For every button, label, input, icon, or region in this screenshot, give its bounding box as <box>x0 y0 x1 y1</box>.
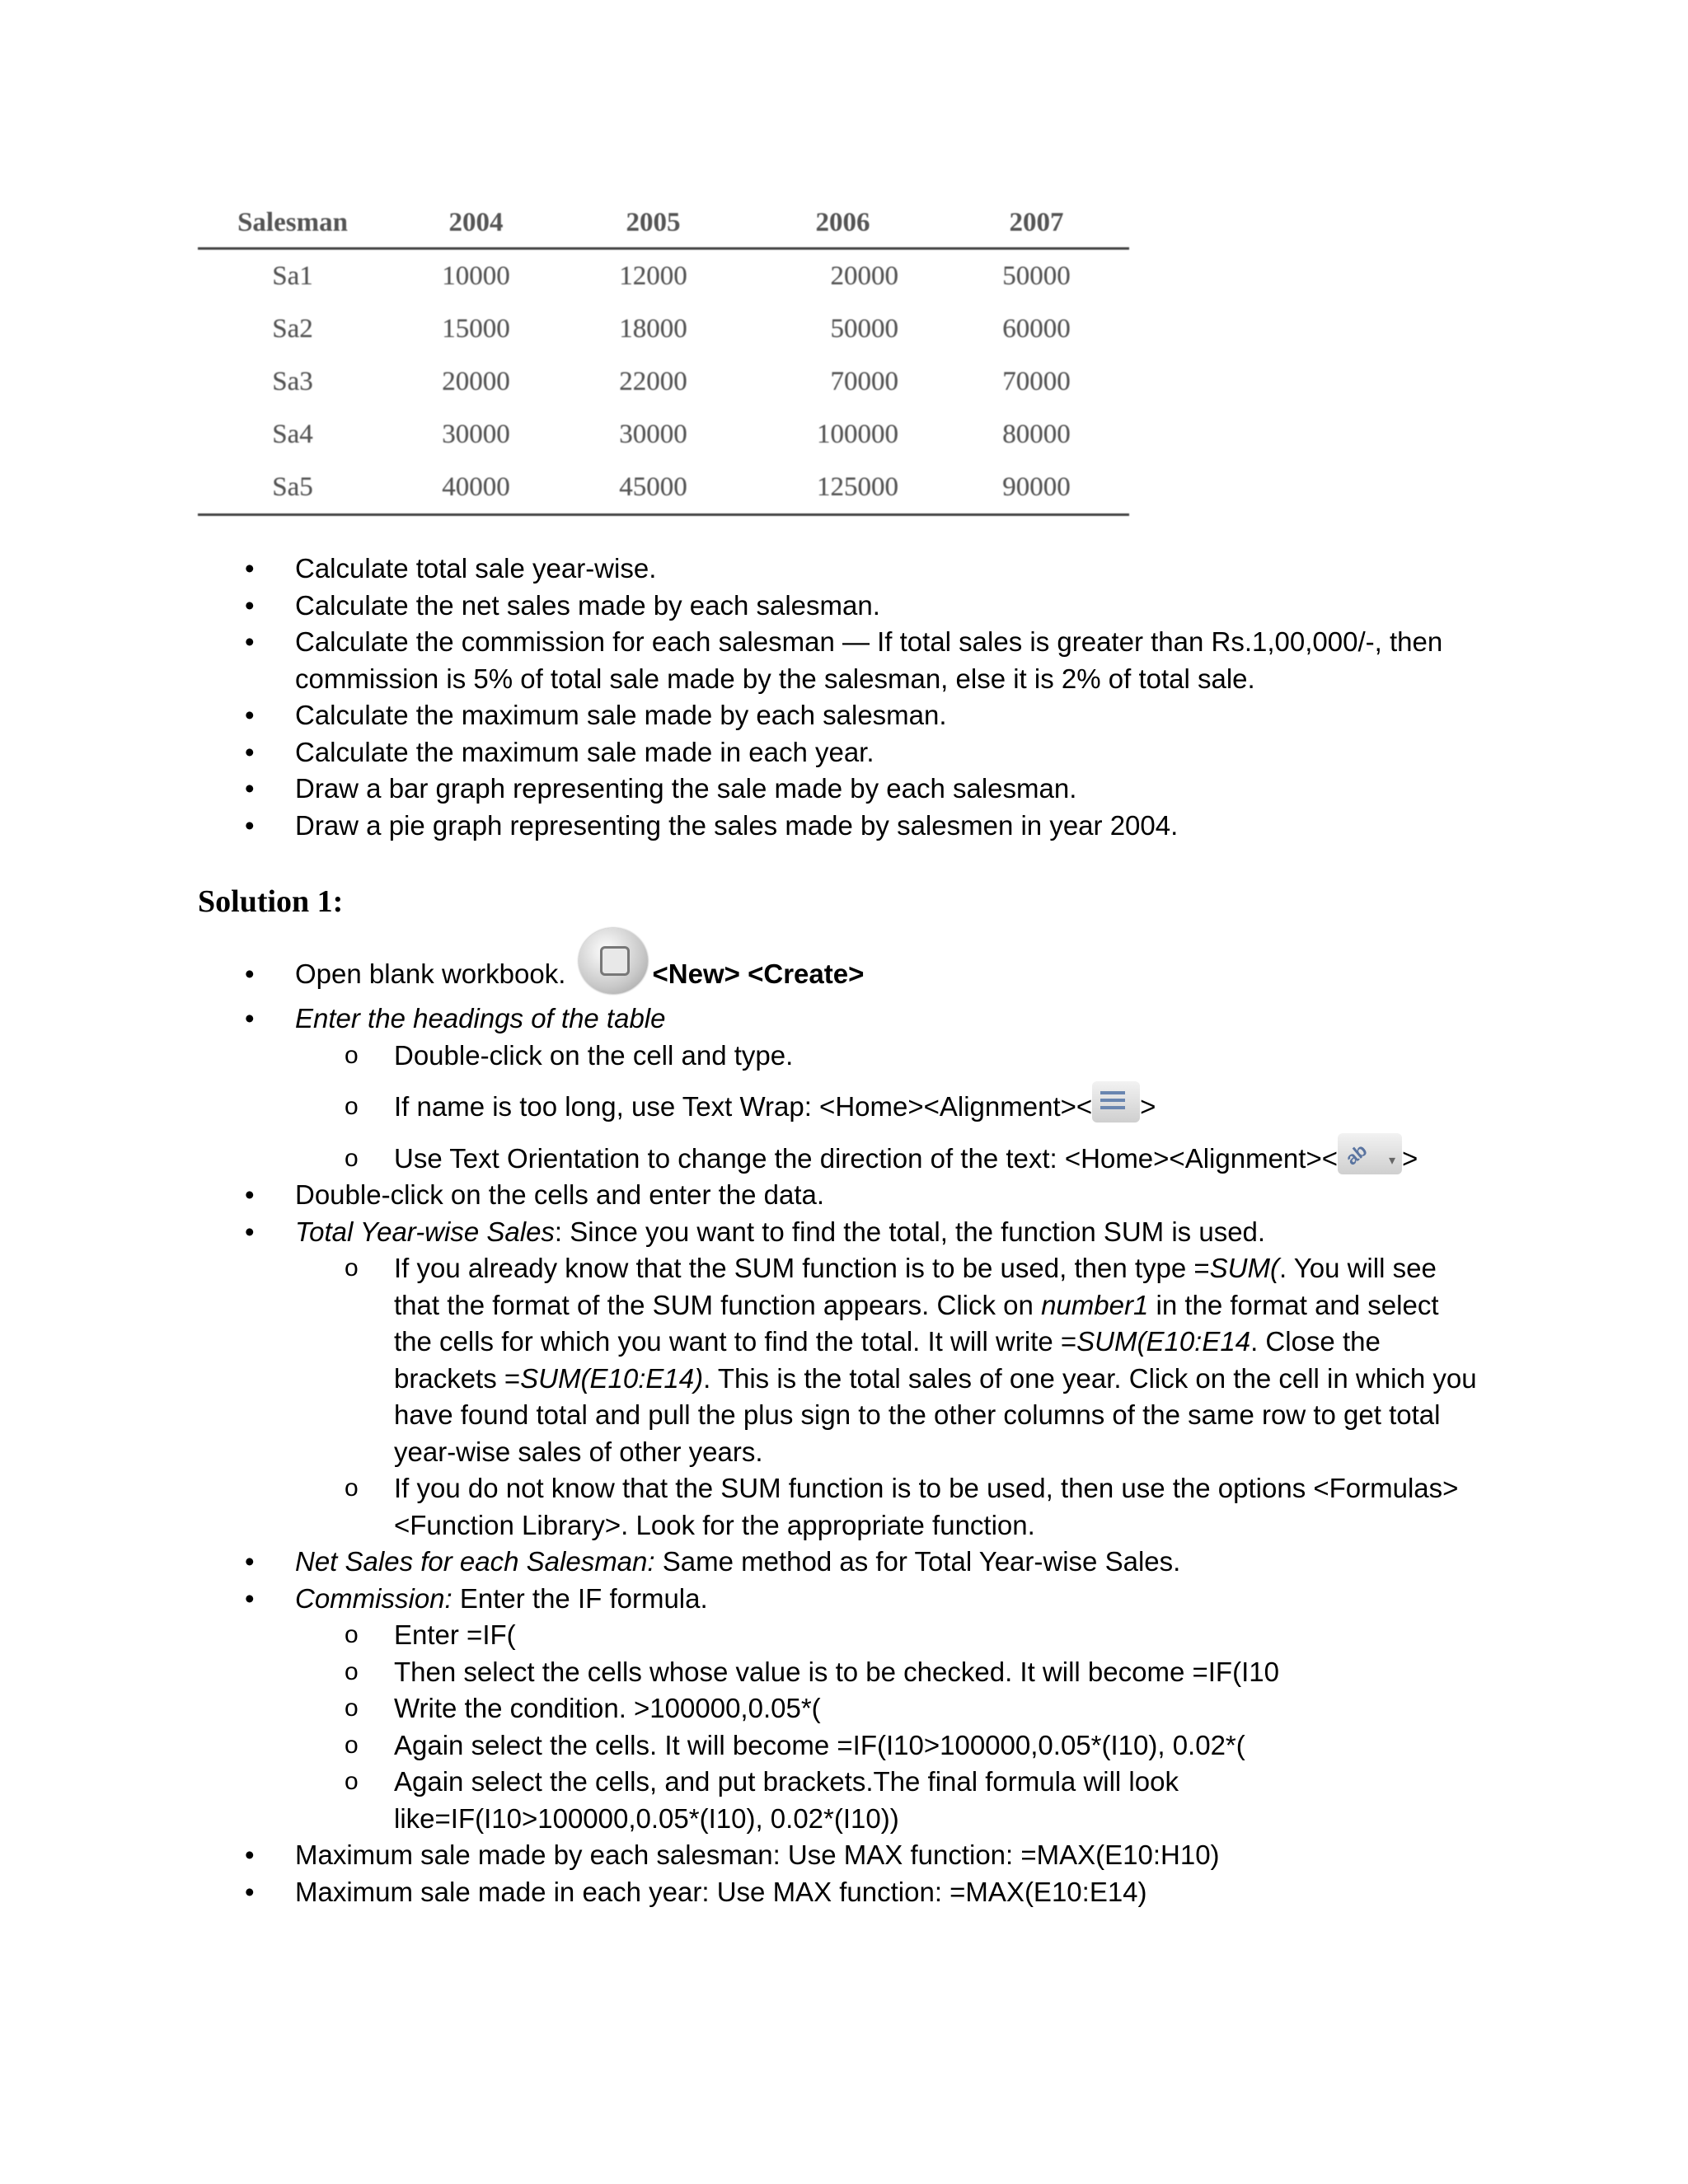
sum-text-2: . You will see that the format of the SUM function appears. Click on <box>394 1253 1437 1320</box>
list-item <box>0 1544 1688 1581</box>
list-item <box>0 1581 1688 1838</box>
commission-label: Commission: <box>295 1582 452 1614</box>
table-row <box>198 249 1129 303</box>
commission-text: Enter the IF formula. <box>452 1582 708 1614</box>
list-item: • Calculate the commission for each salesman — If total sales is greater than Rs.1,00,000/-, then commission is 5% of total sale made by the salesman, else it is 2% of total sale. <box>0 624 1688 697</box>
table-cell: Sa5 <box>198 461 387 515</box>
text-orientation-icon <box>1338 1133 1402 1174</box>
list-item: • Calculate total sale year-wise. <box>0 551 1688 588</box>
sub-list-item <box>295 1141 1482 1178</box>
sub-list <box>295 1038 1482 1178</box>
list-item <box>0 1001 1688 1177</box>
list-item: • Calculate the net sales made by each salesman. <box>0 588 1688 625</box>
sub-list-item: o Again select the cells. It will become =IF(I10>100000,0.05*(I10), 0.02*( <box>295 1727 1482 1765</box>
table-cell: 50000 <box>1002 260 1071 291</box>
new-create-command: <New> <Create> <box>652 958 865 989</box>
list-item: • Draw a pie graph representing the sales made by salesmen in year 2004. <box>0 808 1688 845</box>
sum-formula-2: number1 <box>1041 1289 1149 1320</box>
table-cell: 60000 <box>1002 313 1071 344</box>
sales-table <box>198 198 1129 516</box>
table-cell: 10000 <box>442 260 510 291</box>
sub-list <box>295 1250 1482 1544</box>
table-cell: 12000 <box>619 260 687 291</box>
table-cell: Sa4 <box>272 419 313 449</box>
list-item <box>0 1214 1688 1544</box>
wrap-text-icon <box>1092 1081 1140 1122</box>
table-cell: 22000 <box>619 366 687 396</box>
table-cell: 80000 <box>1002 419 1071 449</box>
open-workbook-text: Open blank workbook. <box>295 958 566 989</box>
list-item: • Maximum sale made in each year: Use MAX function: =MAX(E10:E14) <box>0 1874 1688 1911</box>
text-orientation-close: > <box>1402 1142 1418 1174</box>
list-item: • Calculate the maximum sale made in each year. <box>0 734 1688 771</box>
office-button-icon <box>579 928 648 994</box>
sub-list-item <box>295 1089 1482 1126</box>
table-cell: 18000 <box>619 313 687 344</box>
table-cell: 70000 <box>830 366 898 396</box>
sub-list-item: o If you do not know that the SUM function is to be used, then use the options <Formulas> <Function Library>. Look for the appropriate function. <box>295 1470 1482 1544</box>
net-text: Same method as for Total Year-wise Sales. <box>654 1546 1181 1577</box>
table-header-row <box>198 198 1129 249</box>
table-cell: 50000 <box>830 313 898 344</box>
solution-list <box>0 956 1688 1910</box>
table-cell: 15000 <box>442 313 510 344</box>
sum-text-5: . This is the total sales of one year. Click on the cell in which you have found total and pull the plus sign to the other columns of the same row to get total year-wise sales of other years. <box>394 1362 1477 1467</box>
text-wrap-instruction: If name is too long, use Text Wrap: <Home><Alignment>< <box>394 1091 1093 1122</box>
sub-list-item: o Double-click on the cell and type. <box>295 1038 1482 1075</box>
table-cell: Sa1 <box>272 260 313 291</box>
header-2007: 2007 <box>944 198 1129 249</box>
sub-list-item: o Write the condition. >100000,0.05*( <box>295 1690 1482 1727</box>
header-2005: 2005 <box>565 198 742 249</box>
table-cell: 20000 <box>830 260 898 291</box>
table-row <box>198 355 1129 408</box>
sum-text-1: If you already know that the SUM function is to be used, then type = <box>394 1253 1210 1284</box>
table-cell: 30000 <box>442 419 510 449</box>
list-item: • Draw a bar graph representing the sale made by each salesman. <box>0 771 1688 808</box>
table-cell: 30000 <box>619 419 687 449</box>
sub-list-item: o Then select the cells whose value is to be checked. It will become =IF(I10 <box>295 1654 1482 1691</box>
table-cell: Sa2 <box>272 313 313 344</box>
table-cell: Sa3 <box>272 366 313 396</box>
total-text: : Since you want to find the total, the function SUM is used. <box>554 1216 1266 1247</box>
table-cell: 40000 <box>387 461 565 515</box>
list-item <box>0 956 1688 994</box>
solution-heading: Solution 1: <box>198 884 344 919</box>
table-cell: 45000 <box>565 461 742 515</box>
list-item: • Calculate the maximum sale made by each salesman. <box>0 697 1688 734</box>
total-label: Total Year-wise Sales <box>295 1216 555 1247</box>
sub-list-item <box>295 1250 1482 1470</box>
table-cell: 90000 <box>944 461 1129 515</box>
headings-text: Enter the headings of the table <box>295 1003 666 1034</box>
sum-formula-3: SUM(E10:E14 <box>1076 1326 1251 1357</box>
table-row <box>198 408 1129 461</box>
sub-list-item: o Again select the cells, and put brackets.The final formula will look like=IF(I10>100000,0.05*(I10), 0.02*(I10)) <box>295 1764 1482 1837</box>
sum-formula-1: SUM( <box>1209 1253 1279 1284</box>
text-wrap-close: > <box>1140 1091 1156 1122</box>
sum-formula-4: SUM(E10:E14) <box>520 1362 704 1394</box>
table-cell: 100000 <box>817 419 898 449</box>
sub-list-item: o Enter =IF( <box>295 1617 1482 1654</box>
table-cell: 70000 <box>1002 366 1071 396</box>
text-orientation-instruction: Use Text Orientation to change the direction of the text: <Home><Alignment>< <box>394 1142 1338 1174</box>
list-item: • Double-click on the cells and enter the data. <box>0 1177 1688 1214</box>
list-item: • Maximum sale made by each salesman: Use MAX function: =MAX(E10:H10) <box>0 1837 1688 1874</box>
table-row <box>198 302 1129 355</box>
net-label: Net Sales for each Salesman: <box>295 1546 655 1577</box>
task-list <box>0 551 1688 844</box>
table-row <box>198 461 1129 515</box>
header-2006: 2006 <box>742 198 944 249</box>
sum-text-4: . Close the brackets = <box>394 1326 1381 1394</box>
table-cell: 20000 <box>442 366 510 396</box>
header-2004: 2004 <box>387 198 565 249</box>
header-salesman: Salesman <box>198 198 387 249</box>
sub-list <box>295 1617 1482 1837</box>
table-cell: 125000 <box>742 461 944 515</box>
sum-text-3: in the format and select the cells for which you want to find the total. It will write = <box>394 1289 1439 1357</box>
